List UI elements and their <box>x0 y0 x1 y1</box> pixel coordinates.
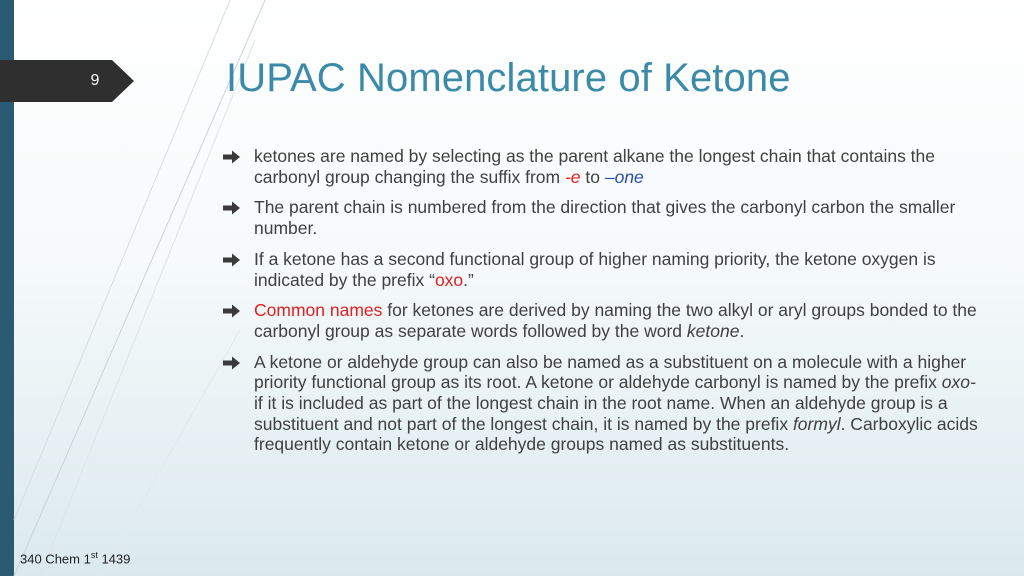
footer-text <box>20 550 130 566</box>
bullet-text: to <box>580 166 605 187</box>
footer-course: 340 Chem 1 <box>20 551 91 567</box>
suffix-e: -e <box>564 166 581 187</box>
bullet-text: . Carboxylic acids frequently contain ketone or aldehyde groups named as substituents. <box>254 413 978 455</box>
bullet-text: A ketone or aldehyde group can also be named as a substituent on a molecule with a higher priority functional group as its root. A ketone or aldehyde carbonyl is named by the prefix <box>254 351 967 393</box>
footer-superscript: st <box>90 550 98 560</box>
arrow-right-icon <box>222 250 242 270</box>
bullet-text: ketones are named by selecting as the parent alkane the longest chain that contains the carbonyl group changing the suffix from <box>254 146 936 187</box>
bullet-item-2 <box>222 197 982 238</box>
bullet-item-1 <box>222 146 982 187</box>
prefix-formyl: formyl <box>792 413 841 434</box>
bullet-text: If a ketone has a second functional group of higher naming priority, the ketone oxygen is indicated by the prefix “ <box>254 248 936 290</box>
slide-title: IUPAC Nomenclature of Ketone <box>226 56 791 100</box>
bullet-text: The parent chain is numbered from the direction that gives the carbonyl carbon the smaller number. <box>254 197 956 239</box>
suffix-one: –one <box>604 166 644 187</box>
arrow-right-icon <box>222 198 242 218</box>
bullet-item-4 <box>222 300 982 341</box>
bullet-text: .” <box>463 269 474 290</box>
slide-number: 9 <box>90 72 100 89</box>
arrow-right-icon <box>222 353 242 373</box>
prefix-oxo: oxo <box>434 269 464 290</box>
bullet-list <box>222 146 982 465</box>
bullet-text: for ketones are derived by naming the two alkyl or aryl groups bonded to the carbonyl group as separate words followed by the word <box>254 300 977 341</box>
arrow-right-icon <box>222 147 242 167</box>
bullet-text: if it is included as part of the longest chain in the root name. When an aldehyde group is a substituent and not part of the longest chain, it is named by the prefix <box>254 393 948 434</box>
arrow-right-icon <box>222 301 242 321</box>
common-names-highlight: Common names <box>254 300 383 321</box>
prefix-oxo-italic: oxo- <box>941 372 976 393</box>
word-ketone: ketone <box>686 320 740 341</box>
bullet-item-3 <box>222 249 982 290</box>
bullet-text: . <box>739 320 745 341</box>
footer-year: 1439 <box>97 551 131 567</box>
bullet-item-5 <box>222 352 982 456</box>
